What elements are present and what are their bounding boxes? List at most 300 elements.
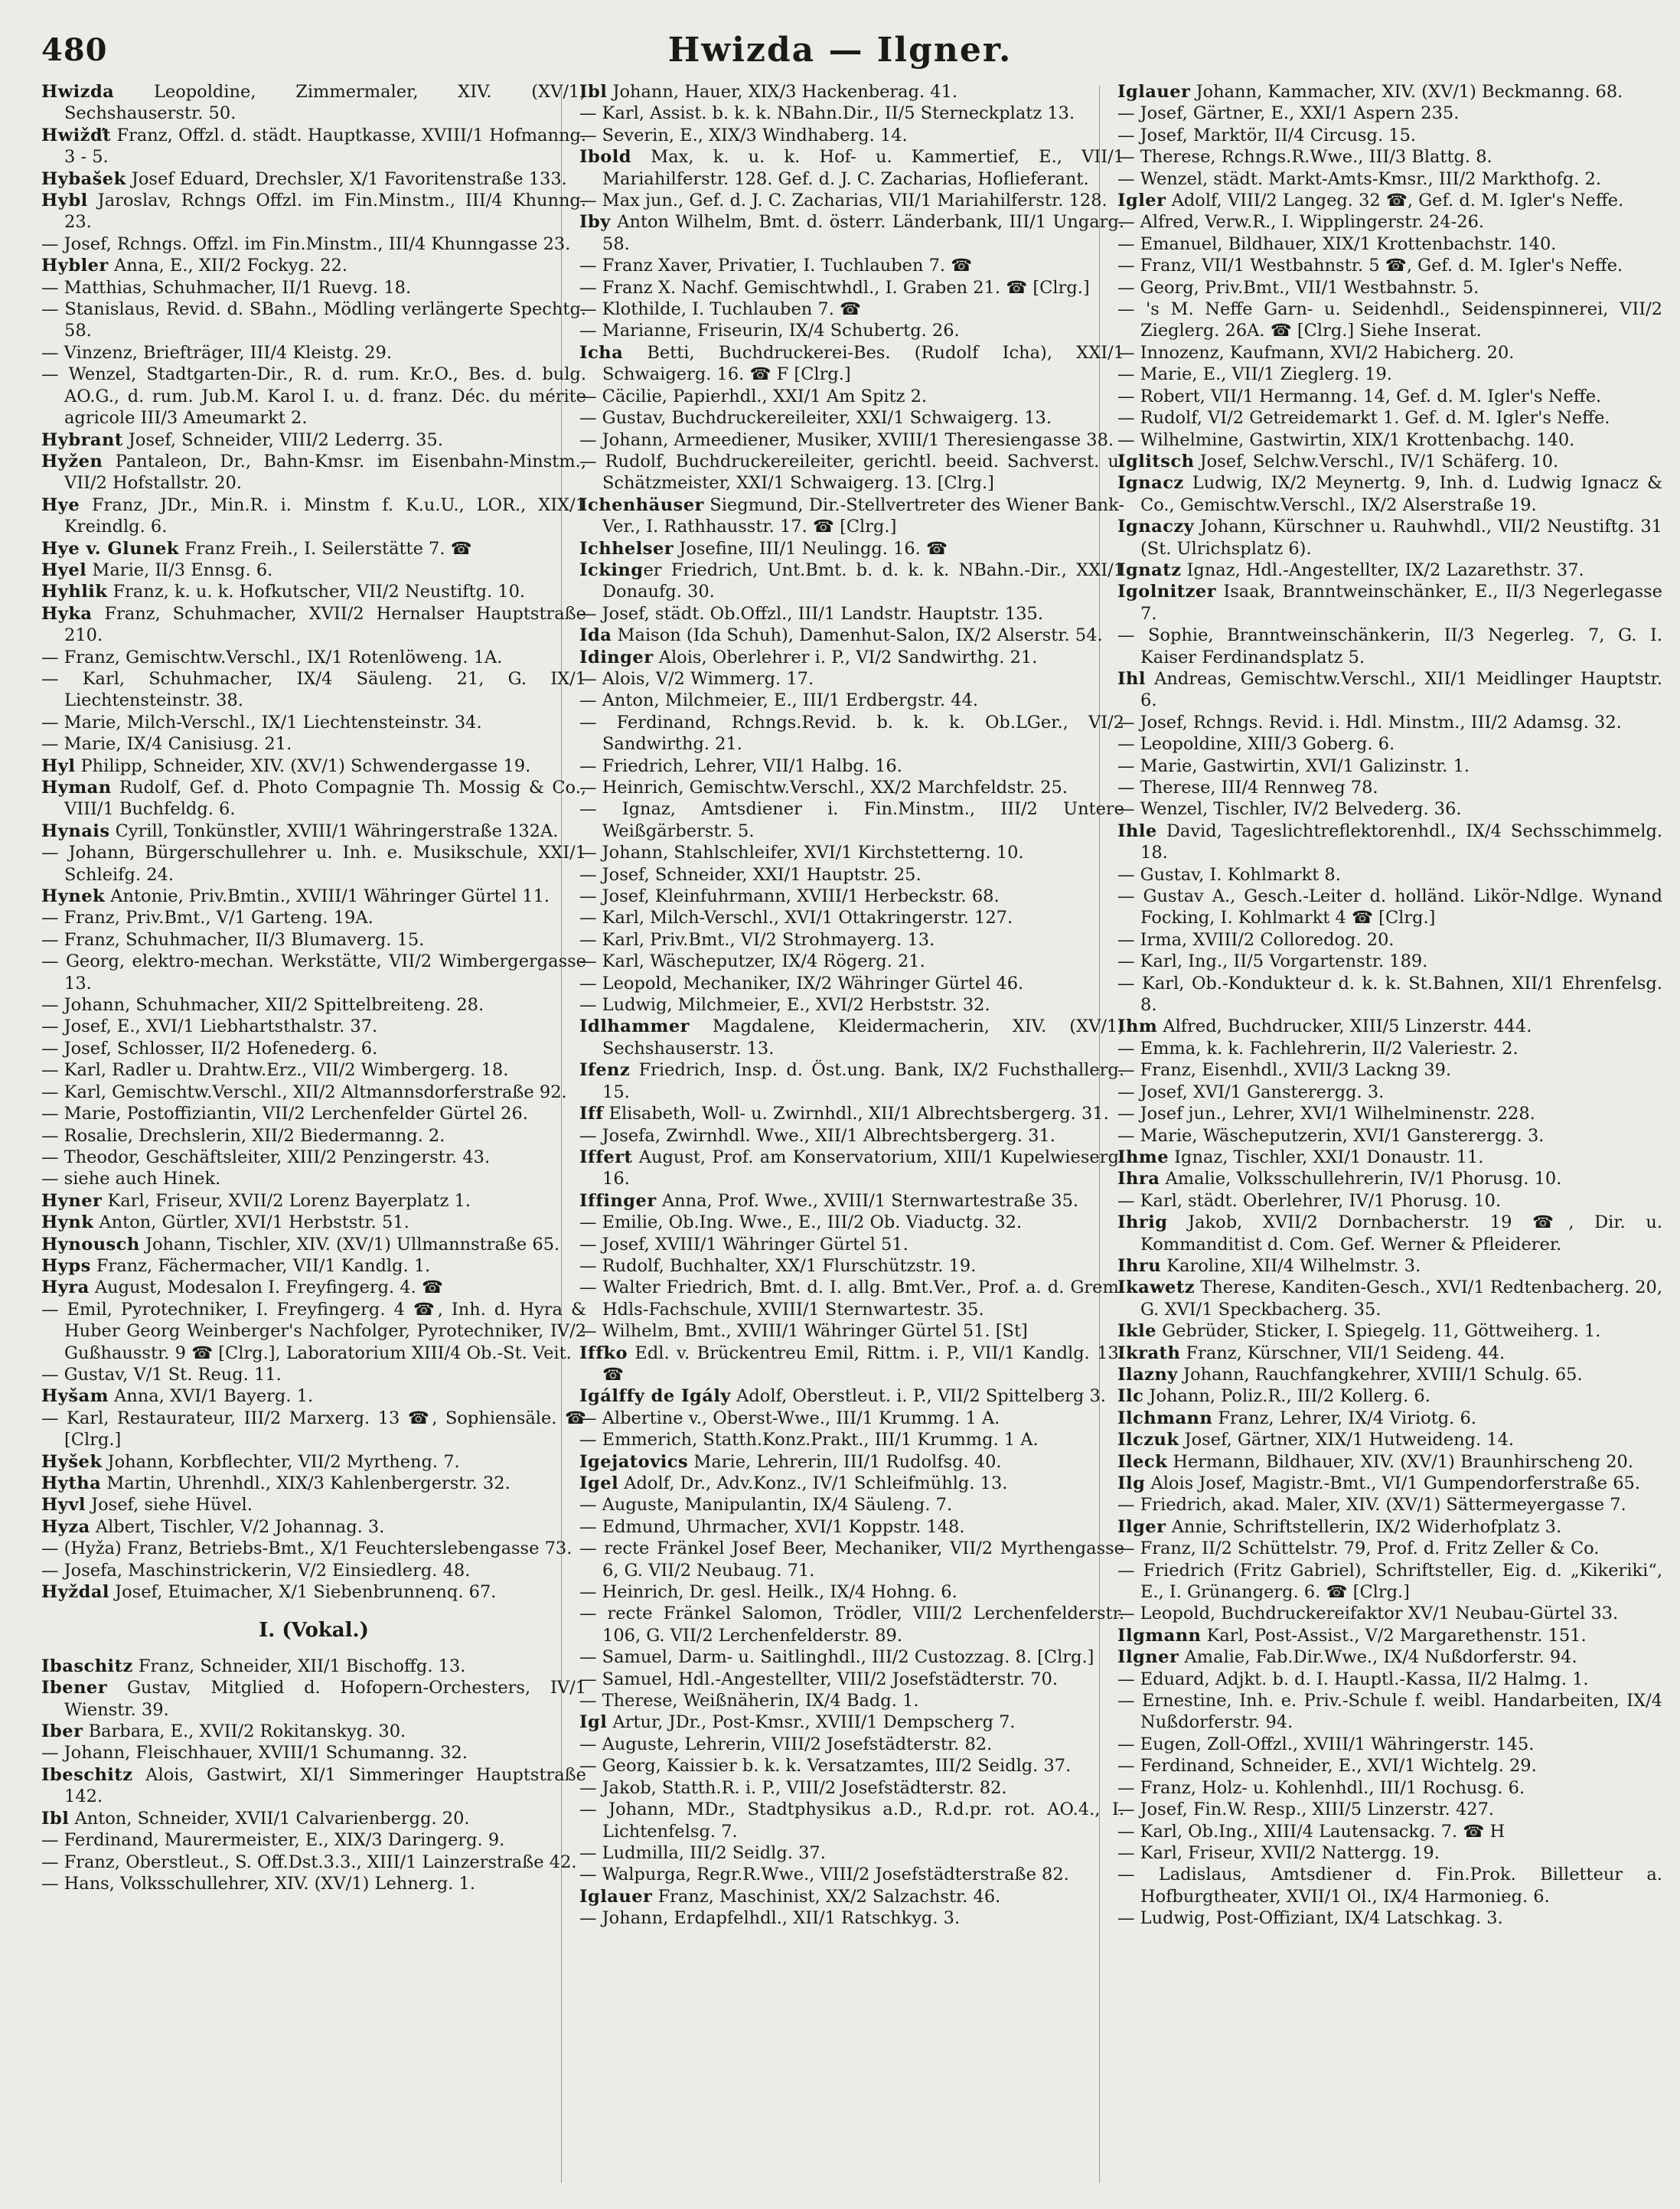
entry-details: — Emil, Pyrotechniker, I. Freyfingerg. 4 ☎, Inh. d. Hyra & Huber Georg Weinberger's Nachfolger, Pyrotechniker, IV/2 Gußhausstr. 9 ☎ [Clrg.], Laboratorium XIII/4 Ob.-St. Veit. [41, 1299, 586, 1363]
entry-details: — Sophie, Branntweinschänkerin, II/3 Negerleg. 7, G. I. Kaiser Ferdinandsplatz 5. [1117, 625, 1662, 667]
directory-entry [41, 1059, 586, 1081]
directory-entry [579, 1212, 1124, 1233]
directory-entry [579, 494, 1124, 538]
directory-entry [579, 1277, 1124, 1320]
entry-details: er Friedrich, Unt.Bmt. b. d. k. k. NBahn.-Dir., XXI/1 Donaufg. 30. [602, 560, 1124, 602]
directory-entry [579, 1581, 1124, 1603]
entry-details: — Auguste, Lehrerin, VIII/2 Josefstädterstr. 82. [579, 1734, 993, 1754]
entry-surname: Hyžen [41, 451, 103, 471]
entry-surname: Ida [579, 625, 612, 646]
entry-details: Franz, Lehrer, IX/4 Viriotg. 6. [1212, 1408, 1476, 1428]
entry-details: — Karl, Gemischtw.Verschl., XII/2 Altmannsdorferstraße 92. [41, 1082, 567, 1102]
entry-surname: Hwizda [41, 82, 115, 102]
entry-surname: Igler [1117, 191, 1166, 211]
entry-surname: Ibl [41, 1808, 70, 1829]
entry-details: — Marie, E., VII/1 Zieglerg. 19. [1117, 364, 1392, 385]
entry-surname: Hyner [41, 1190, 103, 1211]
entry-surname: Hyhlik [41, 582, 108, 602]
entry-details: — Karl, Ob.-Kondukteur d. k. k. St.Bahnen, XII/1 Ehrenfelsg. 8. [1117, 973, 1662, 1016]
entry-surname: Idlhammer [579, 1016, 690, 1037]
directory-entry [579, 994, 1124, 1016]
entry-details: — Therese, Rchngs.R.Wwe., III/3 Blattg. 8. [1117, 147, 1492, 168]
entry-details: — Samuel, Darm- u. Saitlinghdl., III/2 Custozzag. 8. [Clrg.] [579, 1647, 1094, 1668]
directory-entry [579, 1408, 1124, 1429]
directory-entry [579, 1147, 1124, 1190]
entry-details: — Franz, Priv.Bmt., V/1 Garteng. 19A. [41, 908, 374, 928]
directory-entry [1117, 1842, 1662, 1864]
directory-entry [579, 842, 1124, 863]
directory-entry [579, 407, 1124, 429]
entry-details: Anton, Schneider, XVII/1 Calvarienbergg. 20. [69, 1808, 470, 1829]
entry-details: — Alois, V/2 Wimmerg. 17. [579, 668, 814, 689]
directory-entry [41, 581, 586, 602]
entry-details: — Josef, Gärtner, E., XXI/1 Aspern 235. [1117, 103, 1460, 124]
entry-surname: Igolnitzer [1117, 582, 1217, 602]
directory-entry [1117, 755, 1662, 777]
entry-surname: Ikle [1117, 1321, 1156, 1342]
directory-entry [579, 103, 1124, 124]
entry-details: — Rudolf, Buchdruckereileiter, gerichtl. beeid. Sachverst. u. Schätzmeister, XXI/1 Schwaigerg. 13. [Clrg.] [579, 451, 1124, 494]
entry-surname: Hynousch [41, 1234, 140, 1255]
directory-entry [579, 429, 1124, 451]
entry-surname: Hyždal [41, 1582, 109, 1603]
entry-surname: Iber [41, 1721, 83, 1742]
entry-details: — Rosalie, Drechslerin, XII/2 Biedermanng. 2. [41, 1125, 445, 1146]
directory-entry [41, 1494, 586, 1516]
directory-entry [579, 1690, 1124, 1711]
directory-entry [1117, 386, 1662, 407]
entry-details: Gustav, Mitglied d. Hofopern-Orchesters, IV/1 Wienstr. 39. [64, 1678, 586, 1720]
entry-details: Siegmund, Dir.-Stellvertreter des Wiener Bank-Ver., I. Rathhausstr. 17. ☎ [Clrg.] [602, 494, 1124, 537]
entry-surname: Hwižďt [41, 125, 112, 145]
entry-surname: Ilgner [1117, 1647, 1179, 1668]
directory-entry [579, 647, 1124, 668]
entry-surname: Iglauer [579, 1886, 653, 1907]
directory-entry [1117, 1560, 1662, 1604]
entry-details: August, Prof. am Konservatorium, XIII/1 Kupelwieserg. 16. [602, 1147, 1124, 1189]
entry-details: Pantaleon, Dr., Bahn-Kmsr. im Eisenbahn-Minstm., VII/2 Hofstallstr. 20. [64, 451, 586, 494]
directory-entry [579, 211, 1124, 255]
entry-details: — Josef, Rchngs. Revid. i. Hdl. Minstm., III/2 Adamsg. 32. [1117, 712, 1622, 733]
entry-details: — Johann, Fleischhauer, XVIII/1 Schumanng. 32. [41, 1743, 468, 1764]
directory-entry [41, 125, 586, 168]
directory-entry [579, 777, 1124, 798]
entry-details: Alois, Oberlehrer i. P., VI/2 Sandwirthg. 21. [653, 647, 1038, 667]
directory-entry [1117, 1777, 1662, 1799]
directory-entry [1117, 1538, 1662, 1559]
directory-entry [41, 1473, 586, 1494]
directory-entry [41, 1147, 586, 1168]
entry-details: Friedrich, Insp. d. Öst.ung. Bank, IX/2 Fuchsthallerg. 15. [602, 1060, 1124, 1102]
entry-details: — Karl, Ob.Ing., XIII/4 Lautensackg. 7. ☎ H [1117, 1821, 1505, 1842]
directory-entry [579, 1516, 1124, 1538]
entry-details: — Karl, städt. Oberlehrer, IV/1 Phorusg. 10. [1117, 1190, 1502, 1211]
entry-details: — Hans, Volksschullehrer, XIV. (XV/1) Lehnerg. 1. [41, 1873, 476, 1894]
directory-entry [1117, 1690, 1662, 1734]
entry-surname: Icking [579, 560, 644, 580]
entry-details: Johann, Hauer, XIX/3 Hackenberag. 41. [607, 82, 958, 102]
entry-details: — Gustav, Buchdruckereileiter, XXI/1 Schwaigerg. 13. [579, 408, 1052, 429]
directory-entry [579, 625, 1124, 646]
entry-details: — Georg, elektro-mechan. Werkstätte, VII/2 Wimbergergasse 13. [41, 951, 586, 994]
entry-details: — Therese, Weißnäherin, IX/4 Badg. 1. [579, 1691, 919, 1711]
entry-details: — Karl, Ing., II/5 Vorgartenstr. 189. [1117, 951, 1428, 972]
directory-entry [1117, 1059, 1662, 1081]
directory-entry [41, 647, 586, 668]
entry-details: — Josef, Schneider, XXI/1 Hauptstr. 25. [579, 864, 922, 885]
directory-entry [1117, 277, 1662, 299]
directory-entry [41, 1212, 586, 1233]
entry-surname: Iffert [579, 1147, 633, 1167]
directory-entry [1117, 733, 1662, 755]
entry-details: — Eduard, Adjkt. b. d. I. Hauptl.-Kassa, II/2 Halmg. 1. [1117, 1669, 1589, 1689]
directory-entry [1117, 973, 1662, 1016]
directory-column-2 [579, 81, 1124, 2194]
entry-details: Josef, Schneider, VIII/2 Lederrg. 35. [122, 429, 443, 450]
entry-details: Ignaz, Tischler, XXI/1 Donaustr. 11. [1169, 1147, 1484, 1167]
directory-entry [579, 864, 1124, 886]
entry-surname: Icha [579, 342, 624, 363]
entry-details: — Vinzenz, Briefträger, III/4 Kleistg. 29. [41, 342, 392, 363]
directory-entry [41, 277, 586, 299]
entry-details: — Heinrich, Gemischtw.Verschl., XX/2 Marchfeldstr. 25. [579, 778, 1068, 798]
entry-surname: Ikawetz [1117, 1277, 1196, 1298]
entry-details: — Ferdinand, Maurermeister, E., XIX/3 Daringerg. 9. [41, 1830, 505, 1851]
directory-entry [1117, 299, 1662, 342]
directory-entry [579, 1494, 1124, 1516]
directory-entry [579, 1734, 1124, 1755]
directory-entry [1117, 560, 1662, 581]
directory-entry [41, 1677, 586, 1721]
directory-entry [41, 1385, 586, 1407]
directory-entry [579, 1864, 1124, 1885]
directory-entry [41, 233, 586, 255]
entry-details: Betti, Buchdruckerei-Bes. (Rudolf Icha), XXI/1 Schwaigerg. 16. ☎ F [Clrg.] [602, 342, 1124, 385]
entry-details: — Josef, Schlosser, II/2 Hofenederg. 6. [41, 1038, 378, 1059]
directory-entry [579, 1473, 1124, 1494]
entry-details: — Jakob, Statth.R. i. P., VIII/2 Josefstädterstr. 82. [579, 1777, 1007, 1798]
entry-details: David, Tageslichtreflektorenhdl., IX/4 Sechsschimmelg. 18. [1140, 821, 1662, 863]
entry-details: Anton Wilhelm, Bmt. d. österr. Länderbank, III/1 Ungarg. 58. [602, 212, 1124, 254]
directory-entry [579, 255, 1124, 276]
directory-entry [41, 1038, 586, 1059]
entry-surname: Hybl [41, 191, 88, 211]
entry-details: Ignaz, Hdl.-Angestellter, IX/2 Lazarethstr. 37. [1181, 560, 1584, 580]
entry-details: Franz Freih., I. Seilerstätte 7. ☎ [178, 538, 472, 559]
directory-entry [41, 1016, 586, 1037]
directory-entry [579, 886, 1124, 907]
directory-entry [1117, 211, 1662, 233]
directory-entry [41, 1721, 586, 1742]
directory-entry [579, 712, 1124, 755]
entry-surname: Ilazny [1117, 1364, 1178, 1385]
directory-entry [41, 299, 586, 342]
entry-details: — Wenzel, städt. Markt-Amts-Kmsr., III/2 Markthofg. 2. [1117, 168, 1601, 189]
directory-entry [41, 603, 586, 647]
entry-surname: Ilczuk [1117, 1430, 1179, 1450]
directory-entry [41, 1408, 586, 1451]
entry-details: — Rudolf, VI/2 Getreidemarkt 1. Gef. d. M. Igler's Neffe. [1117, 408, 1610, 429]
directory-entry [1117, 1320, 1662, 1342]
directory-entry [579, 560, 1124, 603]
entry-details: Josef Eduard, Drechsler, X/1 Favoritenstraße 133. [126, 168, 567, 189]
entry-details: — Karl, Milch-Verschl., XVI/1 Ottakringerstr. 127. [579, 908, 1013, 928]
entry-surname: Ibold [579, 147, 632, 168]
entry-details: — Heinrich, Dr. gesl. Heilk., IX/4 Hohng. 6. [579, 1582, 957, 1603]
entry-details: — Karl, Radler u. Drahtw.Erz., VII/2 Wimbergerg. 18. [41, 1060, 509, 1081]
entry-surname: Ignacz [1117, 473, 1184, 494]
entry-details: — Severin, E., XIX/3 Windhaberg. 14. [579, 125, 908, 145]
directory-entry [41, 1560, 586, 1581]
entry-surname: Hyl [41, 755, 76, 776]
entry-details: — Josefa, Maschinstrickerin, V/2 Einsiedlerg. 48. [41, 1560, 471, 1581]
directory-entry [41, 1538, 586, 1559]
entry-details: — Emanuel, Bildhauer, XIX/1 Krottenbachstr. 140. [1117, 233, 1557, 254]
directory-entry [579, 1385, 1124, 1407]
entry-details: — Josef jun., Lehrer, XVI/1 Wilhelminenstr. 228. [1117, 1104, 1535, 1124]
entry-details: Karl, Friseur, XVII/2 Lorenz Bayerplatz 1. [102, 1190, 471, 1211]
directory-entry [1117, 1821, 1662, 1842]
directory-entry [579, 907, 1124, 928]
entry-details: — Leopold, Buchdruckereifaktor XV/1 Neubau-Gürtel 33. [1117, 1604, 1619, 1624]
entry-details: — Albertine v., Oberst-Wwe., III/1 Krummg. 1 A. [579, 1408, 1000, 1428]
directory-entry [41, 907, 586, 928]
directory-entry [41, 429, 586, 451]
entry-details: — Klothilde, I. Tuchlauben 7. ☎ [579, 299, 862, 320]
entry-details: — Karl, Friseur, XVII/2 Nattergg. 19. [1117, 1842, 1440, 1863]
entry-details: — Leopold, Mechaniker, IX/2 Währinger Gürtel 46. [579, 973, 1024, 994]
directory-entry [1117, 407, 1662, 429]
entry-details: — Irma, XVIII/2 Colloredog. 20. [1117, 929, 1395, 950]
directory-entry [41, 451, 586, 494]
directory-entry [1117, 1103, 1662, 1124]
directory-entry [1117, 929, 1662, 951]
directory-entry [579, 81, 1124, 103]
entry-details: — Ludmilla, III/2 Seidlg. 37. [579, 1842, 826, 1863]
entry-surname: Hybrant [41, 429, 123, 450]
entry-details: Max, k. u. k. Hof- u. Kammertief, E., VII/1 Mariahilferstr. 128. Gef. d. J. C. Zacharias, Hoflieferant. [602, 147, 1124, 189]
entry-surname: Ilg [1117, 1473, 1146, 1493]
entry-details: — Wenzel, Tischler, IV/2 Belvederg. 36. [1117, 799, 1462, 820]
entry-details: Karl, Post-Assist., V/2 Margarethenstr. 151. [1201, 1625, 1587, 1646]
running-title: Hwizda — Ilgner. [667, 31, 1013, 70]
entry-details: — Josef, E., XVI/1 Liebhartsthalstr. 37. [41, 1016, 378, 1037]
entry-details: Adolf, VIII/2 Langeg. 32 ☎, Gef. d. M. Igler's Neffe. [1166, 191, 1624, 211]
directory-entry [1117, 1646, 1662, 1668]
directory-entry [1117, 342, 1662, 364]
directory-entry [41, 190, 586, 233]
entry-details: — Karl, Restaurateur, III/2 Marxerg. 13 ☎, Sophiensäle. ☎ [Clrg.] [41, 1408, 586, 1450]
directory-entry [1117, 516, 1662, 560]
directory-entry [579, 1907, 1124, 1929]
entry-details: — Johann, Armeediener, Musiker, XVIII/1 Theresiengasse 38. [579, 429, 1114, 450]
directory-entry [41, 1516, 586, 1538]
entry-details: Anna, Prof. Wwe., XVIII/1 Sternwartestraße 35. [656, 1190, 1079, 1211]
directory-entry [41, 755, 586, 777]
entry-surname: Hye v. Glunek [41, 538, 179, 559]
directory-entry [579, 1190, 1124, 1212]
entry-details: Josef, Gärtner, XIX/1 Hutweideng. 14. [1179, 1430, 1515, 1450]
entry-details: — Marie, Wäscheputzerin, XVI/1 Gansterergg. 3. [1117, 1125, 1545, 1146]
entry-details: — Gustav, V/1 St. Reug. 11. [41, 1364, 282, 1385]
directory-entry [41, 1656, 586, 1677]
entry-details: Annie, Schriftstellerin, IX/2 Widerhofplatz 3. [1166, 1516, 1562, 1537]
directory-entry [1117, 1343, 1662, 1364]
entry-details: — Ernestine, Inh. e. Priv.-Schule f. weibl. Handarbeiten, IX/4 Nußdorferstr. 94. [1117, 1691, 1662, 1733]
directory-entry [1117, 1429, 1662, 1450]
directory-entry [1117, 1473, 1662, 1494]
entry-surname: Hyšek [41, 1451, 103, 1472]
entry-details: — Franz X. Nachf. Gemischtwhdl., I. Graben 21. ☎ [Clrg.] [579, 277, 1090, 298]
entry-surname: Ihru [1117, 1255, 1162, 1276]
entry-details: Franz, Offzl. d. städt. Hauptkasse, XVIII/1 Hofmanng. 3 - 5. [64, 125, 586, 168]
entry-details: — Anton, Milchmeier, E., III/1 Erdbergstr. 44. [579, 690, 979, 711]
entry-surname: Hyra [41, 1277, 90, 1298]
entry-details: Johann, Tischler, XIV. (XV/1) Ullmannstraße 65. [139, 1234, 560, 1255]
entry-details: Adolf, Dr., Adv.Konz., IV/1 Schleifmühlg. 13. [618, 1473, 1008, 1493]
directory-entry [1117, 1277, 1662, 1320]
directory-entry [579, 1646, 1124, 1668]
entry-surname: Iff [579, 1104, 604, 1124]
entry-details: — Eugen, Zoll-Offzl., XVIII/1 Währingerstr. 145. [1117, 1734, 1535, 1754]
directory-entry [41, 1255, 586, 1277]
entry-details: Marie, II/3 Ennsg. 6. [86, 560, 273, 580]
entry-details: Karoline, XII/4 Wilhelmstr. 3. [1161, 1255, 1421, 1276]
entry-details: — Marianne, Friseurin, IX/4 Schubertg. 26. [579, 321, 960, 341]
entry-details: — Johann, Erdapfelhdl., XII/1 Ratschkyg. 3. [579, 1908, 961, 1929]
entry-details: — Matthias, Schuhmacher, II/1 Ruevg. 18. [41, 277, 412, 298]
entry-details: Magdalene, Kleidermacherin, XIV. (XV/1) Sechshauserstr. 13. [602, 1016, 1124, 1059]
entry-details: — Auguste, Manipulantin, IX/4 Säuleng. 7. [579, 1495, 953, 1516]
directory-entry [579, 1755, 1124, 1777]
entry-details: — Rudolf, Buchhalter, XX/1 Flurschützstr. 19. [579, 1255, 977, 1276]
entry-surname: Iffko [579, 1343, 628, 1363]
entry-details: — siehe auch Hinek. [41, 1169, 221, 1189]
entry-details: — Marie, Gastwirtin, XVI/1 Galizinstr. 1. [1117, 755, 1470, 776]
entry-details: — Emilie, Ob.Ing. Wwe., E., III/2 Ob. Viaductg. 32. [579, 1212, 1023, 1233]
entry-details: — Emma, k. k. Fachlehrerin, II/2 Valeriestr. 2. [1117, 1038, 1519, 1059]
entry-details: — Johann, Bürgerschullehrer u. Inh. e. Musikschule, XXI/1 Schleifg. 24. [41, 843, 586, 885]
directory-entry [41, 951, 586, 994]
directory-entry [1117, 1408, 1662, 1429]
entry-details: Philipp, Schneider, XIV. (XV/1) Schwendergasse 19. [75, 755, 531, 776]
entry-surname: Ibaschitz [41, 1656, 133, 1676]
entry-details: — Robert, VII/1 Hermanng. 14, Gef. d. M. Igler's Neffe. [1117, 386, 1602, 406]
entry-surname: Ichenhäuser [579, 494, 704, 515]
entry-surname: Ilger [1117, 1516, 1166, 1537]
directory-entry [1117, 1190, 1662, 1212]
directory-entry [41, 842, 586, 886]
entry-surname: Ibeschitz [41, 1764, 133, 1785]
directory-entry [579, 1711, 1124, 1733]
entry-details: — Josef, Fin.W. Resp., XIII/5 Linzerstr. 427. [1117, 1800, 1495, 1820]
entry-details: — Theodor, Geschäftsleiter, XIII/2 Penzingerstr. 43. [41, 1147, 491, 1167]
entry-details: — Georg, Kaissier b. k. k. Versatzamtes, III/2 Seidlg. 37. [579, 1756, 1072, 1777]
entry-details: Elisabeth, Woll- u. Zwirnhdl., XII/1 Albrechtsbergerg. 31. [603, 1104, 1109, 1124]
directory-entry [579, 798, 1124, 842]
entry-details: — Edmund, Uhrmacher, XVI/1 Koppstr. 148. [579, 1516, 965, 1537]
entry-details: Franz, k. u. k. Hofkutscher, VII/2 Neustiftg. 10. [107, 582, 526, 602]
directory-entry [579, 320, 1124, 341]
directory-entry [579, 1886, 1124, 1907]
entry-details: Johann, Kammacher, XIV. (XV/1) Beckmanng. 68. [1190, 82, 1623, 102]
directory-entry [41, 1234, 586, 1255]
entry-surname: Iffinger [579, 1190, 657, 1211]
directory-entry [41, 364, 586, 429]
directory-entry [1117, 821, 1662, 864]
directory-entry [579, 146, 1124, 190]
entry-details: — Franz, VII/1 Westbahnstr. 5 ☎, Gef. d. M. Igler's Neffe. [1117, 256, 1623, 276]
directory-entry [41, 1082, 586, 1103]
directory-entry [579, 386, 1124, 407]
entry-details: — Marie, IX/4 Canisiusg. 21. [41, 734, 292, 755]
section-heading: I. (Vokal.) [259, 1619, 369, 1643]
entry-details: — Leopoldine, XIII/3 Goberg. 6. [1117, 734, 1395, 755]
entry-surname: Hye [41, 494, 80, 515]
directory-entry [41, 1581, 586, 1603]
entry-details: — Wenzel, Stadtgarten-Dir., R. d. rum. Kr.O., Bes. d. bulg. AO.G., d. rum. Jub.M. Karol I. u. d. franz. Déc. du mérite agricole III/3 Ameumarkt 2. [41, 364, 586, 429]
directory-entry [1117, 1516, 1662, 1538]
entry-surname: Hyka [41, 603, 93, 624]
entry-details: Jaroslav, Rchngs Offzl. im Fin.Minstm., III/4 Khunng. 23. [64, 191, 586, 233]
entry-details: Franz, Schneider, XII/1 Bischoffg. 13. [132, 1656, 466, 1676]
entry-details: — Marie, Milch-Verschl., IX/1 Liechtensteinstr. 34. [41, 712, 482, 733]
entry-details: — Marie, Postoffiziantin, VII/2 Lerchenfelder Gürtel 26. [41, 1104, 528, 1124]
entry-details: — Karl, Priv.Bmt., VI/2 Strohmayerg. 13. [579, 929, 935, 950]
entry-surname: Hyza [41, 1516, 90, 1537]
entry-details: Josef, Selchw.Verschl., IV/1 Schäferg. 10. [1194, 451, 1559, 471]
directory-entry [41, 168, 586, 190]
entry-details: — Johann, Schuhmacher, XII/2 Spittelbreiteng. 28. [41, 995, 484, 1016]
directory-column-3 [1117, 81, 1662, 2194]
entry-details: Ludwig, IX/2 Meynertg. 9, Inh. d. Ludwig Ignacz & Co., Gemischtw.Verschl., IX/2 Alserstraße 19. [1140, 473, 1662, 515]
entry-details: Franz, JDr., Min.R. i. Minstm f. K.u.U., LOR., XIX/1 Kreindlg. 6. [64, 494, 586, 537]
entry-surname: Ihle [1117, 821, 1157, 841]
entry-surname: Hyel [41, 560, 87, 580]
directory-entry [579, 603, 1124, 625]
entry-details: — Johann, MDr., Stadtphysikus a.D., R.d.pr. rot. AO.4., I. Lichtenfelsg. 7. [579, 1800, 1124, 1842]
directory-entry [579, 1234, 1124, 1255]
entry-details: — Alfred, Verw.R., I. Wipplingerstr. 24-26. [1117, 212, 1485, 233]
entry-surname: Ihrig [1117, 1212, 1168, 1233]
directory-entry [1117, 190, 1662, 211]
directory-entry [1117, 1212, 1662, 1255]
directory-entry [1117, 472, 1662, 516]
directory-entry [41, 821, 586, 842]
entry-details: — Gustav, I. Kohlmarkt 8. [1117, 864, 1341, 885]
entry-details: — Josef, XVI/1 Gansterergg. 3. [1117, 1082, 1385, 1102]
page-number: 480 [41, 32, 108, 68]
entry-details: — Therese, III/4 Rennweg 78. [1117, 778, 1378, 798]
entry-details: — Franz, II/2 Schüttelstr. 79, Prof. d. Fritz Zeller & Co. [1117, 1538, 1600, 1559]
directory-entry [1117, 1864, 1662, 1907]
entry-details: — Innozenz, Kaufmann, XVI/2 Habicherg. 20. [1117, 342, 1515, 363]
directory-entry [41, 1103, 586, 1124]
entry-surname: Hybašek [41, 168, 126, 189]
directory-entry [41, 733, 586, 755]
entry-details: Johann, Rauchfangkehrer, XVIII/1 Schulg. 65. [1177, 1364, 1583, 1385]
directory-entry [579, 1603, 1124, 1646]
entry-surname: Igel [579, 1473, 619, 1493]
entry-details: Josef, Etuimacher, X/1 Siebenbrunnenq. 67. [109, 1582, 497, 1603]
directory-entry [1117, 451, 1662, 472]
entry-details: Gebrüder, Sticker, I. Spiegelg. 11, Göttweiherg. 1. [1156, 1321, 1601, 1342]
directory-entry [41, 255, 586, 276]
entry-details: — Josef, XVIII/1 Währinger Gürtel 51. [579, 1234, 909, 1255]
directory-entry [579, 1016, 1124, 1059]
entry-details: Anna, XVI/1 Bayerg. 1. [108, 1386, 314, 1407]
entry-details: Alois, Gastwirt, XI/1 Simmeringer Hauptstraße 142. [64, 1764, 586, 1807]
